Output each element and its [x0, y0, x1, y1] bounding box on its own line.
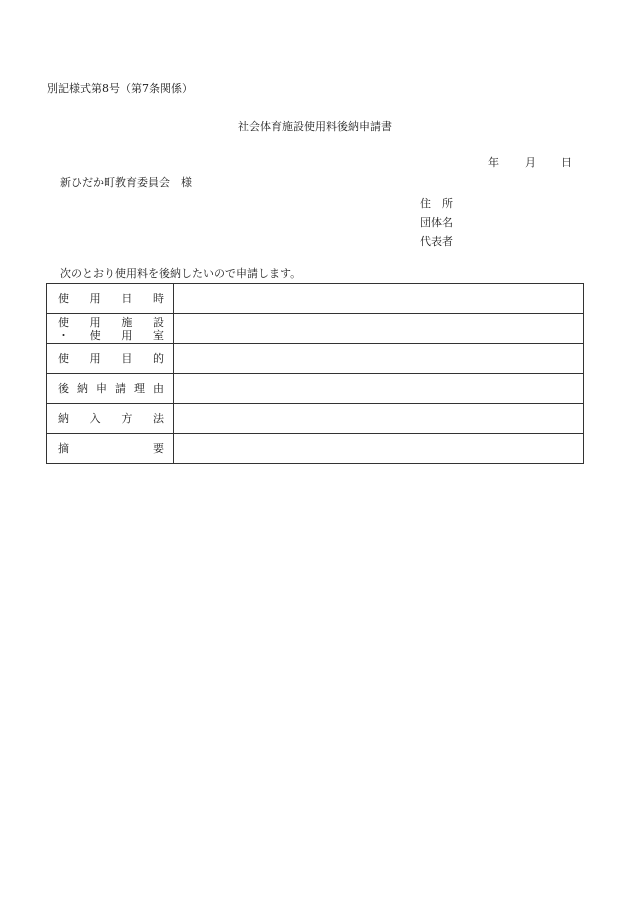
label-char: 理: [134, 382, 145, 395]
date-line: [488, 157, 572, 168]
label-char: 時: [152, 292, 164, 305]
label-char: 用: [121, 328, 133, 342]
day-label: 日: [561, 156, 572, 169]
row-value-field[interactable]: [174, 374, 584, 404]
label-line: [47, 329, 173, 342]
row-label: [47, 434, 174, 464]
row-value-field[interactable]: [174, 434, 584, 464]
label-char: 摘: [58, 442, 69, 455]
year-label: 年: [488, 156, 499, 169]
application-table: [46, 283, 584, 464]
table-row: [47, 404, 584, 434]
organization-label: 団体名: [420, 216, 453, 229]
address-label: 住 所: [420, 197, 453, 210]
row-label: [47, 374, 174, 404]
label-char: 納: [77, 382, 88, 395]
representative-label: 代表者: [420, 235, 453, 248]
label-char: 設: [152, 315, 164, 329]
table-row: [47, 314, 584, 344]
label-char: 入: [89, 412, 101, 425]
table-row: [47, 434, 584, 464]
month-label: 月: [525, 156, 536, 169]
label-char: 日: [121, 292, 133, 305]
table-row: [47, 344, 584, 374]
label-char: 使: [89, 328, 101, 342]
row-value-field[interactable]: [174, 404, 584, 434]
row-value-field[interactable]: [174, 344, 584, 374]
label-char: 目: [121, 352, 133, 365]
label-char: 請: [115, 382, 126, 395]
label-line: [47, 292, 173, 305]
label-char: 申: [96, 382, 107, 395]
label-line: [47, 412, 173, 425]
row-label: [47, 344, 174, 374]
row-label: [47, 404, 174, 434]
label-char: 用: [89, 352, 101, 365]
table-row: [47, 284, 584, 314]
label-line: [47, 442, 173, 455]
label-char: 用: [89, 292, 101, 305]
row-value-field[interactable]: [174, 284, 584, 314]
label-char: 要: [153, 442, 164, 455]
applicant-fields: [420, 194, 453, 251]
intro-text: 次のとおり使用料を後納したいので申請します。: [60, 267, 302, 280]
label-char: 施: [121, 315, 133, 329]
page-title: 社会体育施設使用料後納申請書: [238, 120, 392, 133]
label-char: 用: [89, 315, 101, 329]
label-line: [47, 316, 173, 329]
label-char: 法: [152, 412, 164, 425]
addressee: 新ひだか町教育委員会 様: [60, 176, 192, 189]
label-char: 納: [58, 412, 69, 425]
label-char: 使: [58, 315, 69, 329]
label-char: ・: [58, 328, 69, 342]
label-char: 後: [58, 382, 69, 395]
form-number: 別記様式第8号（第7条関係）: [47, 82, 193, 95]
label-char: 方: [121, 412, 133, 425]
row-label: [47, 284, 174, 314]
row-value-field[interactable]: [174, 314, 584, 344]
label-char: 的: [152, 352, 164, 365]
label-line: [47, 352, 173, 365]
row-label: [47, 314, 174, 344]
label-char: 室: [152, 328, 164, 342]
table-row: [47, 374, 584, 404]
label-line: [47, 382, 173, 395]
label-char: 由: [153, 382, 164, 395]
label-char: 使: [58, 352, 69, 365]
label-char: 使: [58, 292, 69, 305]
